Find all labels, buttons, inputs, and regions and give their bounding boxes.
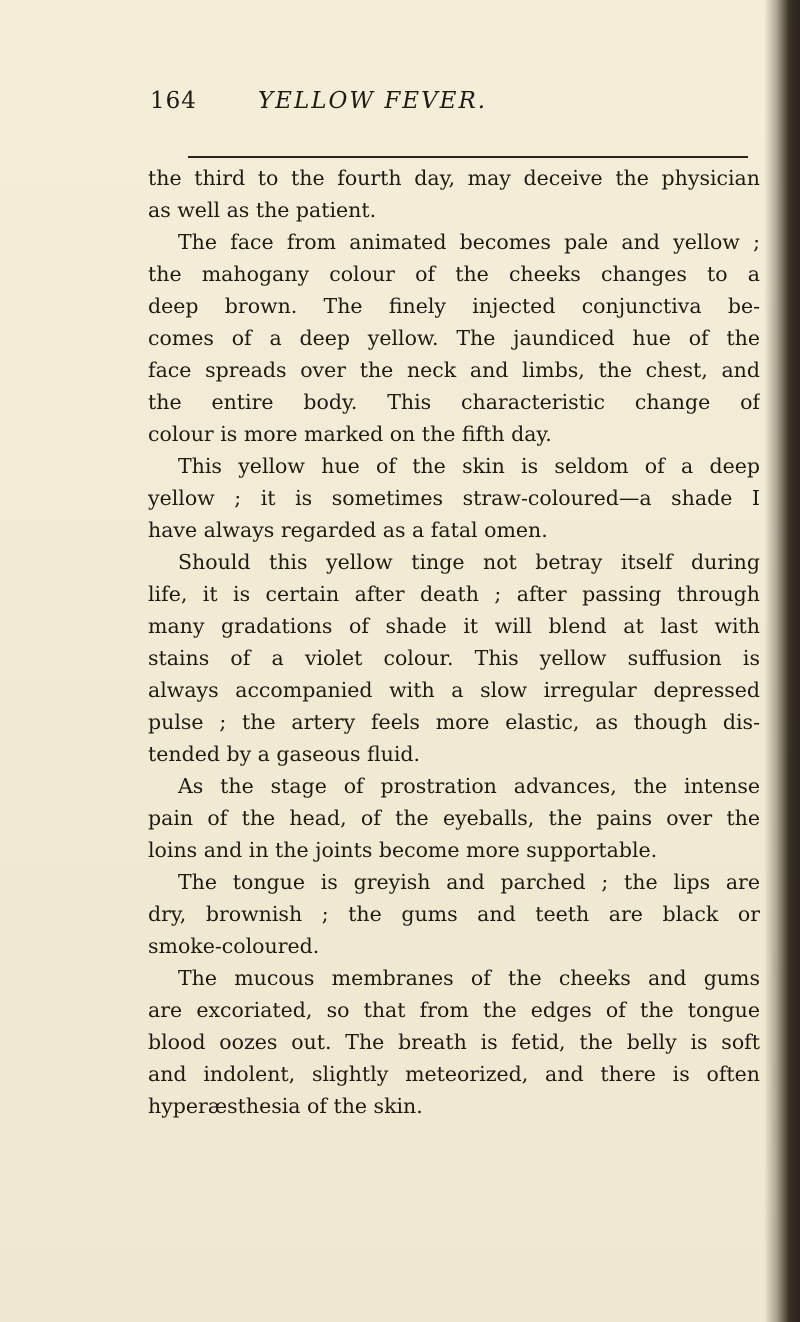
text-line: as well as the patient. — [148, 198, 377, 222]
text-line: have always regarded as a fatal omen. — [148, 518, 548, 542]
text-line: The mucous membranes of the cheeks and gums — [178, 966, 760, 990]
text-line: hyperæsthesia of the skin. — [148, 1094, 423, 1118]
text-line: the third to the fourth day, may deceive the physician — [148, 166, 760, 190]
text-line: colour is more marked on the fifth day. — [148, 422, 552, 446]
page-header — [150, 86, 770, 126]
text-line: pain of the head, of the eyeballs, the pains over the — [148, 806, 760, 830]
text-line: the entire body. This characteristic change of — [148, 390, 760, 414]
text-line: pulse ; the artery feels more elastic, as though dis- — [148, 710, 760, 734]
text-line: and indolent, slightly meteorized, and there is often — [148, 1062, 760, 1086]
text-line: life, it is certain after death ; after passing through — [148, 582, 760, 606]
text-line: smoke-coloured. — [148, 934, 320, 958]
text-line: tended by a gaseous fluid. — [148, 742, 421, 766]
text-line: As the stage of prostration advances, the intense — [178, 774, 760, 798]
text-line: Should this yellow tinge not betray itself during — [178, 550, 760, 574]
page-edge-shadow — [764, 0, 800, 1322]
text-line: stains of a violet colour. This yellow suffusion is — [148, 646, 760, 670]
body-text — [148, 162, 760, 1122]
text-line: many gradations of shade it will blend at last with — [148, 614, 760, 638]
text-line: face spreads over the neck and limbs, the chest, and — [148, 358, 760, 382]
text-line: The face from animated becomes pale and yellow ; — [178, 230, 760, 254]
text-line: dry, brownish ; the gums and teeth are black or — [148, 902, 760, 926]
text-line: loins and in the joints become more supportable. — [148, 838, 658, 862]
text-line: The tongue is greyish and parched ; the lips are — [178, 870, 760, 894]
header-rule — [188, 156, 748, 158]
text-line: comes of a deep yellow. The jaundiced hue of the — [148, 326, 760, 350]
text-line: deep brown. The finely injected conjunctiva be- — [148, 294, 760, 318]
text-line: are excoriated, so that from the edges of the tongue — [148, 998, 760, 1022]
page-number: 164 — [150, 88, 197, 114]
text-line: This yellow hue of the skin is seldom of a deep — [178, 454, 760, 478]
text-line: always accompanied with a slow irregular depressed — [148, 678, 760, 702]
running-title: YELLOW FEVER. — [258, 88, 488, 114]
text-line: blood oozes out. The breath is fetid, the belly is soft — [148, 1030, 760, 1054]
text-line: yellow ; it is sometimes straw-coloured—a shade I — [148, 486, 760, 510]
text-line: the mahogany colour of the cheeks changes to a — [148, 262, 760, 286]
